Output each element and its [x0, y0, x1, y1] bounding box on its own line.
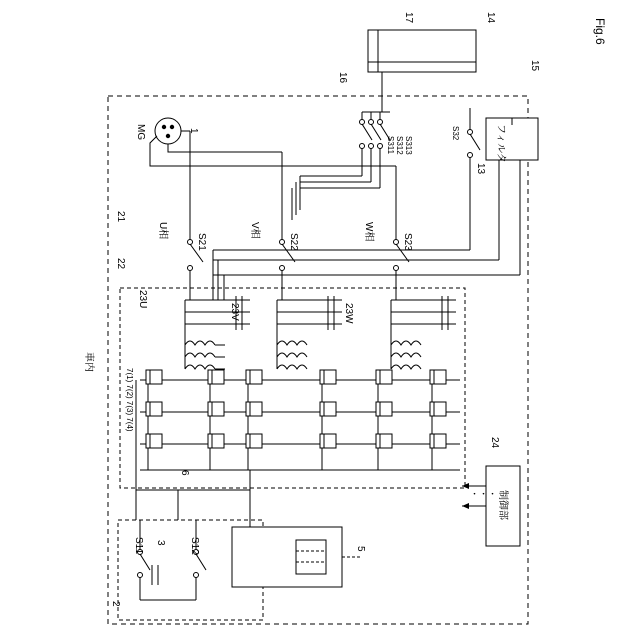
label-arms: 7(1) 7(2) 7(3) 7(4) [125, 368, 134, 432]
label-s312: S312 [395, 136, 404, 155]
label-ref-13: 13 [475, 163, 486, 175]
label-s23: S23 [402, 233, 413, 251]
label-s22: S22 [288, 233, 299, 251]
label-in-vehicle: 車内 [83, 352, 94, 372]
label-ref-2: 2 [110, 601, 121, 607]
label-ref-24: 24 [489, 437, 500, 449]
label-ref-5: 5 [355, 546, 366, 552]
label-s12: S12 [189, 537, 200, 555]
label-ref-23u: 23U [137, 290, 148, 309]
label-phase-u: U相 [157, 222, 168, 240]
label-ref-3: 3 [155, 540, 166, 546]
label-controller: 制御部 [497, 490, 508, 520]
label-ref-14: 14 [485, 12, 496, 24]
label-ref-15: 15 [529, 60, 540, 72]
label-ref-16: 16 [337, 72, 348, 84]
label-phase-v: V相 [249, 222, 260, 239]
label-filter: フィルタ [495, 124, 506, 163]
label-ref-21: 21 [115, 211, 126, 223]
label-s311: S311 [386, 136, 395, 155]
label-ref-17: 17 [403, 12, 414, 24]
label-ref-6: 6 [179, 470, 190, 476]
label-phase-w: W相 [363, 222, 374, 242]
label-ref-22: 22 [115, 258, 126, 270]
label-s21: S21 [196, 233, 207, 251]
label-s313: S313 [404, 136, 413, 155]
label-s32: S32 [451, 126, 460, 141]
label-s11: S11 [133, 537, 144, 555]
label-ref-23w: 23W [343, 303, 354, 324]
label-mg: MG [135, 124, 146, 141]
label-dots: ・・・ [470, 489, 498, 499]
label-ref-1: 1 [188, 128, 199, 134]
label-ref-23v: 23V [229, 303, 240, 321]
figure-label: Fig.6 [593, 18, 607, 45]
